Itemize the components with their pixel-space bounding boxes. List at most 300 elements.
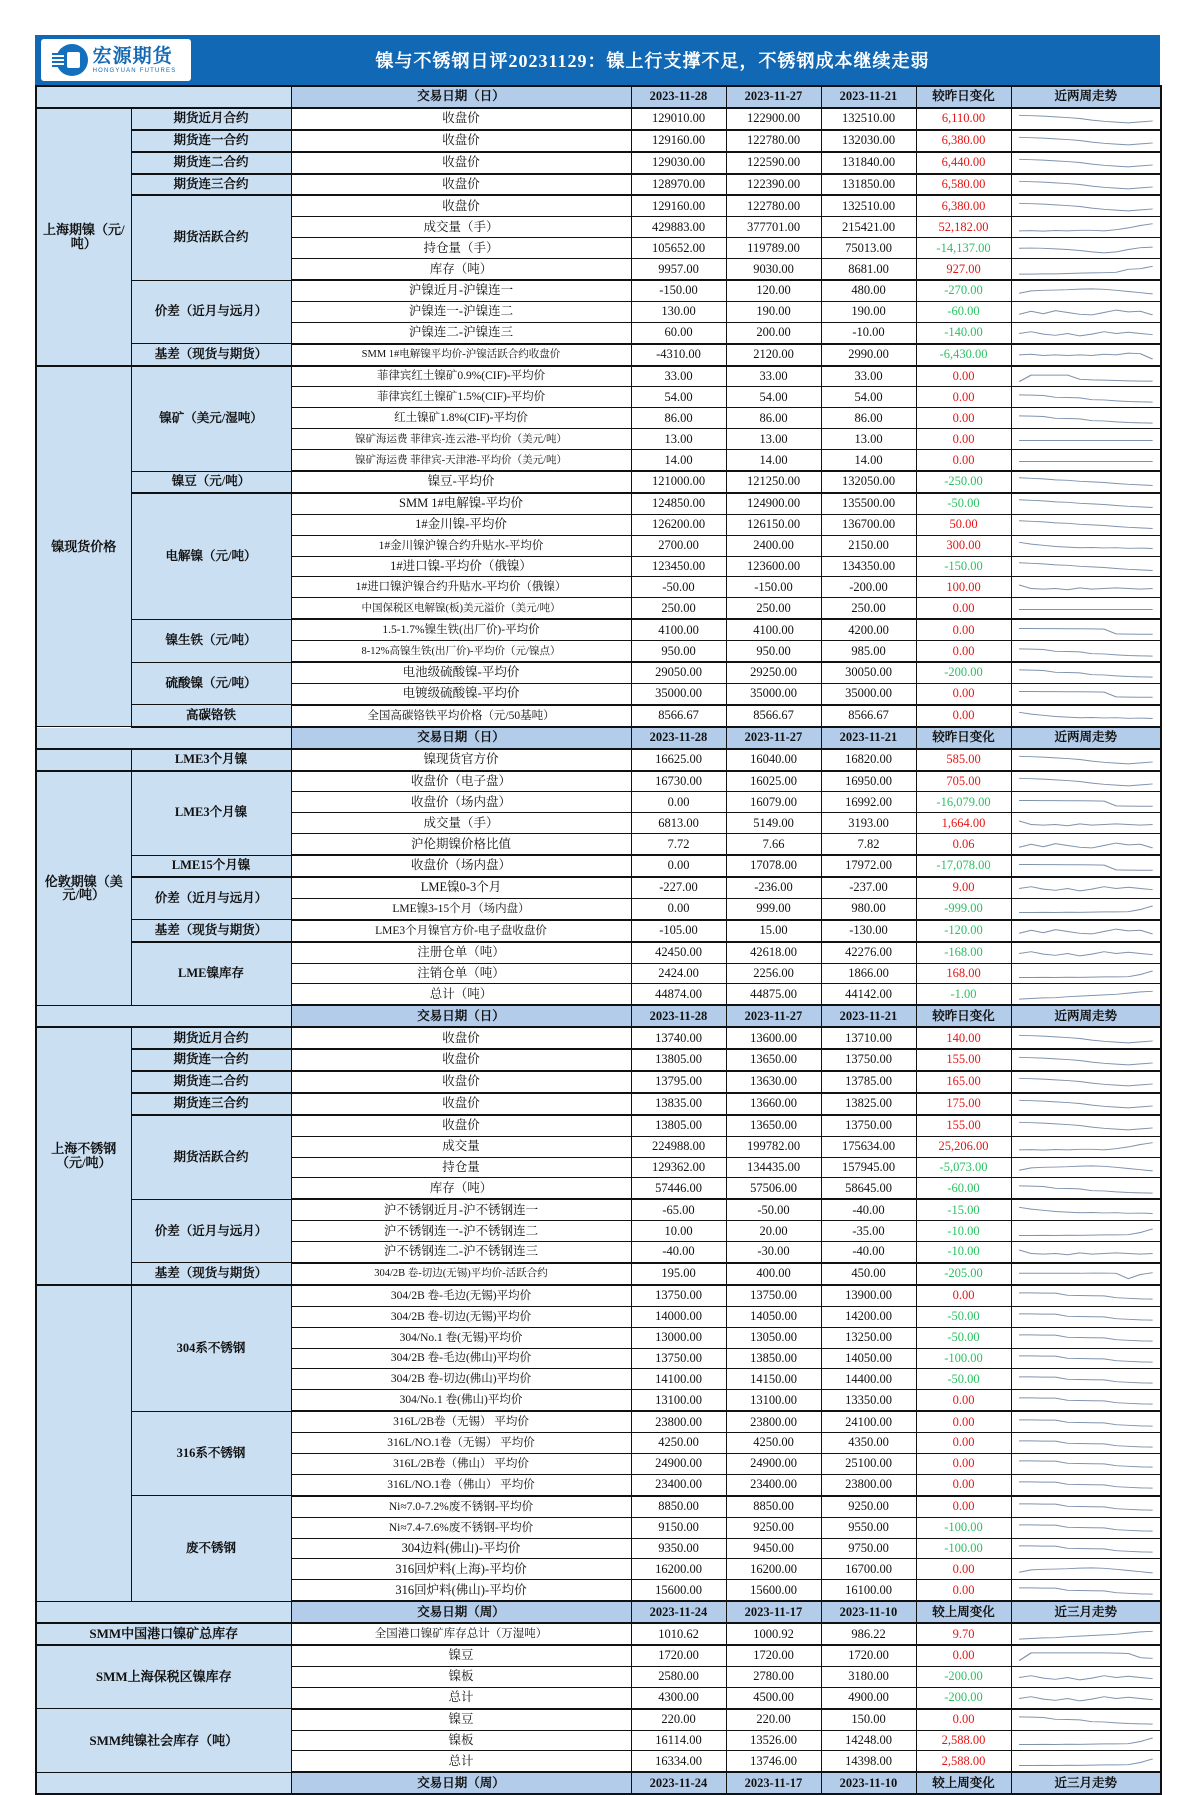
sparkline-cell [1011,1136,1161,1157]
value-cell: -30.00 [726,1242,821,1263]
value-cell: 13746.00 [726,1751,821,1772]
indicator-cell: 菲律宾红土镍矿1.5%(CIF)-平均价 [291,387,631,408]
sparkline-chart [1019,1521,1153,1536]
change-cell: 6,380.00 [916,195,1011,216]
subsection-cell: 期货连一合约 [131,1049,291,1071]
change-cell: 0.00 [916,705,1011,727]
value-cell: 2023-11-10 [821,1772,916,1794]
change-cell: -50.00 [916,1369,1011,1390]
value-cell: 8681.00 [821,259,916,280]
change-cell: 140.00 [916,1027,1011,1049]
subsection-cell: LME3个月镍 [131,771,291,856]
value-cell: 4250.00 [631,1433,726,1454]
value-cell: 2023-11-10 [821,1601,916,1623]
value-cell: 132030.00 [821,130,916,152]
sparkline-cell [1011,813,1161,834]
value-cell: 13750.00 [821,1115,916,1136]
sparkline-chart [1019,518,1153,533]
sparkline-cell [1011,855,1161,877]
sparkline-cell [1011,556,1161,577]
value-cell: 2120.00 [726,344,821,366]
value-cell: 2023-11-27 [726,1005,821,1027]
hongyuan-logo-icon [56,44,88,76]
value-cell: 950.00 [631,641,726,662]
change-cell: -10.00 [916,1242,1011,1263]
sparkline-chart [1019,497,1153,512]
sparkline-cell [1011,322,1161,343]
value-cell: -200.00 [821,577,916,598]
sparkline-chart [1019,1628,1153,1643]
change-cell: 168.00 [916,963,1011,984]
indicator-cell: 中国保税区电解镍(板)美元溢价（美元/吨） [291,598,631,619]
subsection-cell: 高碳铬铁 [131,705,291,727]
change-cell: -6,430.00 [916,344,1011,366]
change-cell: 0.00 [916,408,1011,429]
sparkline-cell [1011,920,1161,942]
value-cell: 986.22 [821,1623,916,1645]
value-cell: 58645.00 [821,1178,916,1199]
indicator-cell: 库存（吨） [291,259,631,280]
value-cell: 195.00 [631,1263,726,1285]
change-cell: 0.00 [916,1433,1011,1454]
indicator-cell: 1#进口镍-平均价（俄镍） [291,556,631,577]
indicator-cell: 沪不锈钢连一-沪不锈钢连二 [291,1221,631,1242]
value-cell: 2023-11-24 [631,1601,726,1623]
change-cell: 705.00 [916,771,1011,792]
value-cell: 9150.00 [631,1517,726,1538]
value-cell: 13825.00 [821,1093,916,1115]
value-cell: 999.00 [726,898,821,919]
sparkline-cell [1011,301,1161,322]
sparkline-chart [1019,560,1153,575]
subsection-cell: 价差（近月与远月） [131,280,291,344]
header-row [36,727,1161,749]
value-cell: 129362.00 [631,1157,726,1178]
sparkline-cell [1011,493,1161,514]
change-cell: 0.00 [916,1454,1011,1475]
sparkline-cell [1011,429,1161,450]
value-cell: 13650.00 [726,1049,821,1071]
sparkline-chart [1019,1119,1153,1134]
value-cell: 220.00 [726,1709,821,1730]
sparkline-cell [1011,174,1161,196]
value-cell: 2023-11-28 [631,1005,726,1027]
indicator-cell: 1#进口镍沪镍合约升贴水-平均价（俄镍） [291,577,631,598]
value-cell: 13850.00 [726,1348,821,1369]
value-cell: 9450.00 [726,1538,821,1559]
table-row [36,705,1161,727]
sparkline-cell: 近三月走势 [1011,1772,1161,1794]
sparkline-cell: 近三月走势 [1011,1601,1161,1623]
sparkline-cell [1011,1433,1161,1454]
indicator-cell: Ni≈7.0-7.2%废不锈钢-平均价 [291,1496,631,1517]
value-cell: 16334.00 [631,1751,726,1772]
indicator-cell: 交易日期（周） [291,1772,631,1794]
indicator-cell: 成交量 [291,1136,631,1157]
sparkline-chart [1019,1734,1153,1749]
change-cell: -200.00 [916,1666,1011,1687]
change-cell: -10.00 [916,1221,1011,1242]
table-row [36,1285,1161,1306]
logo-text-en: HONGYUAN FUTURES [92,67,177,74]
value-cell: -40.00 [631,1242,726,1263]
table-row [36,1623,1161,1645]
value-cell: 44142.00 [821,984,916,1005]
section-cell: 镍现货价格 [36,366,131,727]
value-cell: 2023-11-27 [726,727,821,749]
section-cell [36,1601,291,1623]
sparkline-chart [1019,1437,1153,1452]
sparkline-chart [1019,200,1153,215]
table-row [36,942,1161,963]
value-cell: 3180.00 [821,1666,916,1687]
table-row [36,1093,1161,1115]
indicator-cell: 沪不锈钢近月-沪不锈钢连一 [291,1199,631,1220]
sparkline-cell [1011,535,1161,556]
table-row [36,366,1161,387]
indicator-cell: 全国港口镍矿库存总计（万湿吨） [291,1623,631,1645]
sparkline-cell [1011,1369,1161,1390]
sparkline-cell [1011,984,1161,1005]
value-cell: 13.00 [631,429,726,450]
value-cell: 2023-11-21 [821,86,916,108]
change-cell: 25,206.00 [916,1136,1011,1157]
value-cell: 122590.00 [726,152,821,174]
subsection-cell: 期货近月合约 [131,108,291,130]
change-cell: 2,588.00 [916,1730,1011,1751]
value-cell: 131840.00 [821,152,916,174]
indicator-cell: 收盘价 [291,1071,631,1093]
value-cell: 8566.67 [726,705,821,727]
value-cell: 13795.00 [631,1071,726,1093]
sparkline-cell [1011,662,1161,683]
value-cell: 25100.00 [821,1454,916,1475]
change-cell: 0.00 [916,598,1011,619]
report-page [35,35,1160,1795]
indicator-cell: 电镀级硫酸镍-平均价 [291,683,631,704]
sparkline-chart [1019,348,1153,363]
sparkline-cell [1011,152,1161,174]
table-row [36,855,1161,877]
section-cell [36,727,291,749]
table-row [36,1496,1161,1517]
change-cell: 0.00 [916,619,1011,640]
change-cell: -16,079.00 [916,792,1011,813]
sparkline-chart [1019,1161,1153,1176]
value-cell: 126150.00 [726,514,821,535]
sparkline-cell [1011,792,1161,813]
value-cell: 42450.00 [631,942,726,963]
indicator-cell: 304/2B 卷-毛边(佛山)平均价 [291,1348,631,1369]
value-cell: 5149.00 [726,813,821,834]
indicator-cell: 镍矿海运费 菲律宾-天津港-平均价（美元/吨） [291,450,631,471]
indicator-cell: 沪不锈钢连二-沪不锈钢连三 [291,1242,631,1263]
sparkline-cell [1011,280,1161,301]
section-cell [36,1285,131,1601]
value-cell: 35000.00 [631,683,726,704]
sparkline-chart [1019,1310,1153,1325]
value-cell: 190.00 [726,301,821,322]
change-cell: -200.00 [916,1687,1011,1708]
indicator-cell: 镍板 [291,1666,631,1687]
value-cell: 3193.00 [821,813,916,834]
indicator-cell: 收盘价 [291,1049,631,1071]
sparkline-chart [1019,178,1153,193]
value-cell: 13805.00 [631,1115,726,1136]
sparkline-cell [1011,1263,1161,1285]
subsection-cell: 316系不锈钢 [131,1411,291,1496]
indicator-cell: 收盘价 [291,195,631,216]
sparkline-chart [1019,221,1153,236]
indicator-cell: 镍现货官方价 [291,749,631,771]
value-cell: 13100.00 [631,1390,726,1411]
value-cell: 13710.00 [821,1027,916,1049]
sparkline-cell [1011,1348,1161,1369]
sparkline-cell [1011,1580,1161,1601]
indicator-cell: 沪镍连二-沪镍连三 [291,322,631,343]
indicator-cell: 红土镍矿1.8%(CIF)-平均价 [291,408,631,429]
sparkline-cell [1011,450,1161,471]
sparkline-chart [1019,1713,1153,1728]
value-cell: 24900.00 [726,1454,821,1475]
value-cell: -65.00 [631,1199,726,1220]
value-cell: 9030.00 [726,259,821,280]
value-cell: 2023-11-17 [726,1772,821,1794]
value-cell: 13600.00 [726,1027,821,1049]
sparkline-cell [1011,1027,1161,1049]
value-cell: 128970.00 [631,174,726,196]
indicator-cell: 收盘价（电子盘） [291,771,631,792]
value-cell: 950.00 [726,641,821,662]
value-cell: 130.00 [631,301,726,322]
section-cell [36,1772,291,1794]
value-cell: 23800.00 [821,1474,916,1495]
indicator-cell: 收盘价（场内盘） [291,792,631,813]
value-cell: -40.00 [821,1199,916,1220]
change-cell: 0.00 [916,1285,1011,1306]
page-title: 镍与不锈钢日评20231129：镍上行支撑不足，不锈钢成本继续走弱 [375,51,930,71]
value-cell: 121250.00 [726,471,821,493]
value-cell: 13050.00 [726,1327,821,1348]
sparkline-cell [1011,598,1161,619]
change-cell: 0.00 [916,1580,1011,1601]
change-cell: -100.00 [916,1348,1011,1369]
indicator-cell: 全国高碳铬铁平均价格（元/50基吨） [291,705,631,727]
value-cell: 124850.00 [631,493,726,514]
value-cell: 16200.00 [726,1559,821,1580]
subsection-cell: 基差（现货与期货） [131,344,291,366]
value-cell: 2023-11-21 [821,727,916,749]
value-cell: 17078.00 [726,855,821,877]
sparkline-cell [1011,130,1161,152]
value-cell: 16992.00 [821,792,916,813]
value-cell: 224988.00 [631,1136,726,1157]
sparkline-cell [1011,1285,1161,1306]
value-cell: 13750.00 [821,1049,916,1071]
change-cell: -60.00 [916,1178,1011,1199]
change-cell: -17,078.00 [916,855,1011,877]
indicator-cell: 304/No.1 卷(无锡)平均价 [291,1327,631,1348]
sparkline-cell [1011,1474,1161,1495]
sparkline-cell [1011,1730,1161,1751]
value-cell: 9250.00 [821,1496,916,1517]
change-cell: -270.00 [916,280,1011,301]
sparkline-cell [1011,1049,1161,1071]
sparkline-chart [1019,1054,1153,1069]
value-cell: 13785.00 [821,1071,916,1093]
sparkline-cell [1011,471,1161,493]
indicator-cell: 交易日期（日） [291,86,631,108]
value-cell: -150.00 [631,280,726,301]
value-cell: 2023-11-28 [631,86,726,108]
value-cell: 200.00 [726,322,821,343]
value-cell: 2023-11-17 [726,1601,821,1623]
value-cell: 29250.00 [726,662,821,683]
value-cell: 13835.00 [631,1093,726,1115]
change-cell: -1.00 [916,984,1011,1005]
indicator-cell: 持仓量 [291,1157,631,1178]
indicator-cell: 316L/2B卷（佛山） 平均价 [291,1454,631,1475]
subsection-cell: 期货连二合约 [131,1071,291,1093]
sparkline-chart [1019,775,1153,790]
value-cell: 33.00 [631,366,726,387]
sparkline-cell [1011,1327,1161,1348]
value-cell: 13100.00 [726,1390,821,1411]
sparkline-cell [1011,1666,1161,1687]
indicator-cell: 注册仓单（吨） [291,942,631,963]
indicator-cell: 沪镍近月-沪镍连一 [291,280,631,301]
value-cell: 132510.00 [821,195,916,216]
sparkline-cell [1011,1411,1161,1432]
value-cell: 33.00 [726,366,821,387]
sparkline-cell [1011,877,1161,898]
sparkline-cell [1011,217,1161,238]
sparkline-chart [1019,1204,1153,1219]
indicator-cell: 收盘价 [291,108,631,130]
sparkline-chart [1019,645,1153,660]
value-cell: 44874.00 [631,984,726,1005]
table-row [36,344,1161,366]
change-cell: -999.00 [916,898,1011,919]
value-cell: -236.00 [726,877,821,898]
value-cell: 123600.00 [726,556,821,577]
value-cell: 15.00 [726,920,821,942]
indicator-cell: 注销仓单（吨） [291,963,631,984]
sparkline-cell [1011,1496,1161,1517]
indicator-cell: 成交量（手） [291,813,631,834]
value-cell: 57506.00 [726,1178,821,1199]
section-cell [36,1005,291,1027]
change-cell: -120.00 [916,920,1011,942]
indicator-cell: LME镍3-15个月（场内盘） [291,898,631,919]
value-cell: -50.00 [631,577,726,598]
section-cell [36,749,131,771]
indicator-cell: 交易日期（周） [291,1601,631,1623]
value-cell: 250.00 [631,598,726,619]
change-cell: -150.00 [916,556,1011,577]
table-row [36,195,1161,216]
value-cell: 14150.00 [726,1369,821,1390]
change-cell: 50.00 [916,514,1011,535]
table-row [36,1709,1161,1730]
change-cell: 9.70 [916,1623,1011,1645]
sparkline-cell: 近两周走势 [1011,86,1161,108]
change-cell: -200.00 [916,662,1011,683]
value-cell: 215421.00 [821,217,916,238]
value-cell: 4200.00 [821,619,916,640]
value-cell: 105652.00 [631,238,726,259]
change-cell: 155.00 [916,1049,1011,1071]
sparkline-chart [1019,624,1153,639]
value-cell: 2990.00 [821,344,916,366]
sparkline-chart [1019,1542,1153,1557]
table-row [36,280,1161,301]
value-cell: 29050.00 [631,662,726,683]
change-cell: 175.00 [916,1093,1011,1115]
value-cell: 16100.00 [821,1580,916,1601]
value-cell: -40.00 [821,1242,916,1263]
indicator-cell: 交易日期（日） [291,1005,631,1027]
table-body [36,86,1161,1794]
value-cell: 13805.00 [631,1049,726,1071]
sparkline-cell [1011,1559,1161,1580]
indicator-cell: 镍豆-平均价 [291,471,631,493]
subsection-cell: 期货连三合约 [131,174,291,196]
sparkline-chart [1019,946,1153,961]
value-cell: 175634.00 [821,1136,916,1157]
change-cell: 较昨日变化 [916,727,1011,749]
sparkline-chart [1019,539,1153,554]
header-row [36,1601,1161,1623]
sparkline-cell [1011,1454,1161,1475]
value-cell: 124900.00 [726,493,821,514]
sparkline-cell [1011,259,1161,280]
sparkline-chart [1019,263,1153,278]
logo-text-zh: 宏源期货 [92,45,173,67]
value-cell: 14.00 [726,450,821,471]
sparkline-chart [1019,1075,1153,1090]
subsection-cell: 镍矿（美元/湿吨） [131,366,291,471]
value-cell: 54.00 [631,387,726,408]
value-cell: 42276.00 [821,942,916,963]
indicator-cell: 持仓量（手） [291,238,631,259]
sparkline-cell [1011,1157,1161,1178]
indicator-cell: SMM 1#电解镍平均价-沪镍活跃合约收盘价 [291,344,631,366]
value-cell: 150.00 [821,1709,916,1730]
table-row [36,174,1161,196]
value-cell: 9250.00 [726,1517,821,1538]
value-cell: 8566.67 [821,705,916,727]
sparkline-chart [1019,988,1153,1003]
change-cell: 0.00 [916,1645,1011,1666]
sparkline-cell [1011,1751,1161,1772]
value-cell: 16200.00 [631,1559,726,1580]
sparkline-cell: 近两周走势 [1011,1005,1161,1027]
table-row [36,493,1161,514]
indicator-cell: 收盘价 [291,1093,631,1115]
sparkline-cell: 近两周走势 [1011,727,1161,749]
header-row [36,1772,1161,1794]
value-cell: 123450.00 [631,556,726,577]
indicator-cell: 收盘价 [291,1027,631,1049]
subsection-cell: 硫酸镍（元/吨） [131,662,291,705]
daily-review-table [35,85,1162,1795]
value-cell: 135500.00 [821,493,916,514]
sparkline-cell [1011,344,1161,366]
value-cell: 13.00 [726,429,821,450]
change-cell: 0.00 [916,641,1011,662]
value-cell: 14398.00 [821,1751,916,1772]
